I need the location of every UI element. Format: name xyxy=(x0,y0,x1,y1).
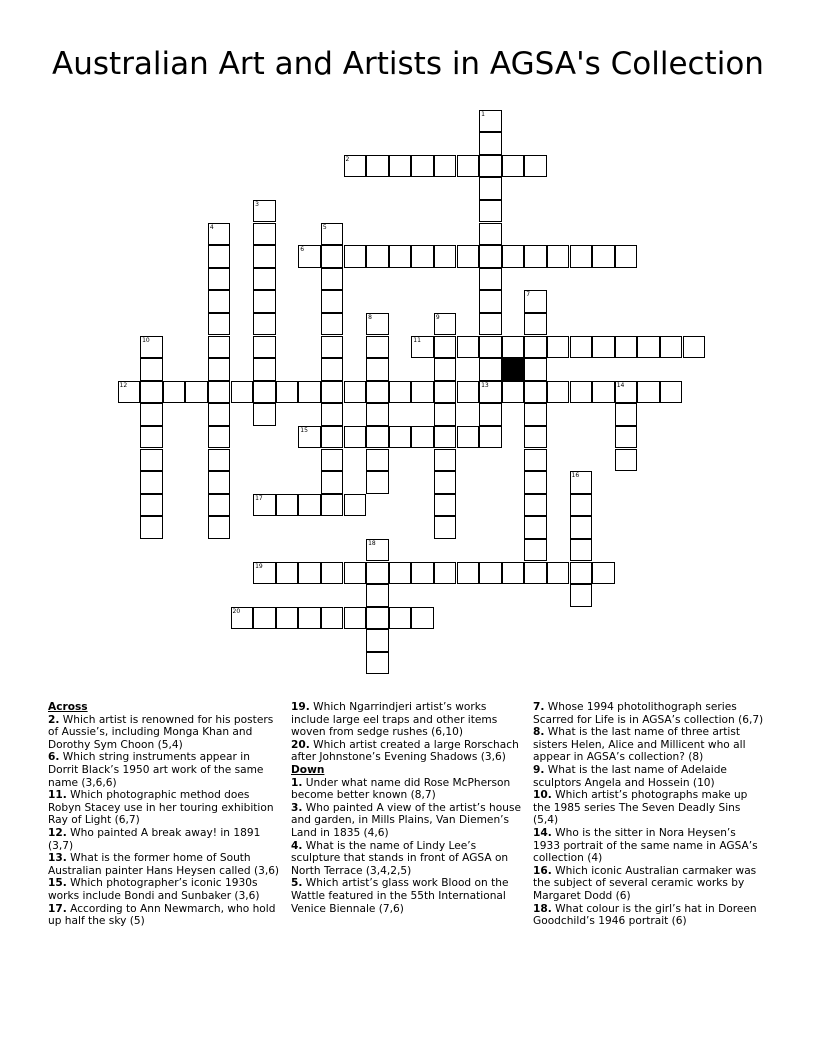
grid-cell[interactable] xyxy=(524,539,547,562)
grid-cell[interactable] xyxy=(411,562,434,585)
grid-cell[interactable] xyxy=(434,449,457,472)
grid-cell[interactable] xyxy=(389,155,412,178)
grid-cell[interactable] xyxy=(434,381,457,404)
clue-number: 11 xyxy=(413,336,421,344)
black-square xyxy=(502,358,525,381)
clue-down-5: 5. Which artist’s glass work Blood on the Wattle featured in the 55th International Venice Biennale (7,6) xyxy=(291,877,509,915)
grid-cell[interactable] xyxy=(411,336,434,359)
clue-down-18: 18. What colour is the girl’s hat in Doreen Goodchild’s 1946 portrait (6) xyxy=(533,902,757,928)
grid-cell[interactable] xyxy=(366,539,389,562)
grid-cell[interactable] xyxy=(570,562,593,585)
clue-number: 5 xyxy=(322,223,327,231)
grid-cell[interactable] xyxy=(479,268,502,291)
grid-cell[interactable] xyxy=(502,155,525,178)
grid-cell[interactable] xyxy=(434,494,457,517)
grid-cell[interactable] xyxy=(140,358,163,381)
grid-cell[interactable] xyxy=(479,313,502,336)
clue-number: 10 xyxy=(142,336,150,344)
clue-down-3: 3. Who painted A view of the artist’s house and garden, in Mills Plains, Van Diemen’s Land in 1835 (4,6) xyxy=(291,801,521,839)
grid-cell[interactable] xyxy=(321,313,344,336)
grid-cell[interactable] xyxy=(524,562,547,585)
grid-cell[interactable] xyxy=(457,426,480,449)
grid-cell[interactable] xyxy=(547,381,570,404)
grid-cell[interactable] xyxy=(208,516,231,539)
clue-across-15: 15. Which photographer’s iconic 1930s works include Bondi and Sunbaker (3,6) xyxy=(48,877,260,902)
grid-cell[interactable] xyxy=(140,426,163,449)
grid-cell[interactable] xyxy=(434,245,457,268)
grid-cell[interactable] xyxy=(208,403,231,426)
grid-cell[interactable] xyxy=(366,629,389,652)
grid-cell[interactable] xyxy=(208,494,231,517)
grid-cell[interactable] xyxy=(321,449,344,472)
clue-number: 19 xyxy=(255,562,263,570)
grid-cell[interactable] xyxy=(389,562,412,585)
grid-cell[interactable] xyxy=(434,358,457,381)
grid-cell[interactable] xyxy=(185,381,208,404)
clue-column-3 xyxy=(533,701,765,928)
grid-cell[interactable] xyxy=(344,381,367,404)
grid-cell[interactable] xyxy=(524,471,547,494)
grid-cell[interactable] xyxy=(660,381,683,404)
grid-cell[interactable] xyxy=(411,381,434,404)
grid-cell[interactable] xyxy=(615,336,638,359)
grid-cell[interactable] xyxy=(660,336,683,359)
grid-cell[interactable] xyxy=(118,381,141,404)
clue-across-11: 11. Which photographic method does Robyn Stacey use in her touring exhibition Ray of Light (6,7) xyxy=(48,789,274,827)
grid-cell[interactable] xyxy=(208,245,231,268)
clue-number: 6 xyxy=(300,246,305,254)
grid-cell[interactable] xyxy=(366,336,389,359)
grid-cell[interactable] xyxy=(479,155,502,178)
grid-cell[interactable] xyxy=(298,381,321,404)
grid-cell[interactable] xyxy=(547,245,570,268)
grid-cell[interactable] xyxy=(389,245,412,268)
grid-cell[interactable] xyxy=(570,584,593,607)
clue-across-20: 20. Which artist created a large Rorschach after Johnstone’s Evening Shadows (3,6) xyxy=(291,738,519,764)
grid-cell[interactable] xyxy=(434,155,457,178)
grid-cell[interactable] xyxy=(592,245,615,268)
grid-cell[interactable] xyxy=(208,381,231,404)
clue-number: 2 xyxy=(345,155,350,163)
grid-cell[interactable] xyxy=(276,562,299,585)
grid-cell[interactable] xyxy=(140,494,163,517)
grid-cell[interactable] xyxy=(615,381,638,404)
grid-cell[interactable] xyxy=(366,652,389,675)
grid-cell[interactable] xyxy=(434,471,457,494)
grid-cell[interactable] xyxy=(253,336,276,359)
clue-down-7: 7. Whose 1994 photolithograph series Scarred for Life is in AGSA’s collection (6,7) xyxy=(533,701,764,726)
clue-down-8: 8. What is the last name of three artist sisters Helen, Alice and Millicent who all appear in AGSA’s collection? (8) xyxy=(533,726,746,764)
grid-cell[interactable] xyxy=(389,426,412,449)
grid-cell[interactable] xyxy=(434,516,457,539)
grid-cell[interactable] xyxy=(253,290,276,313)
grid-cell[interactable] xyxy=(321,562,344,585)
grid-cell[interactable] xyxy=(366,245,389,268)
grid-cell[interactable] xyxy=(366,313,389,336)
grid-cell[interactable] xyxy=(321,607,344,630)
grid-cell[interactable] xyxy=(615,426,638,449)
grid-cell[interactable] xyxy=(366,607,389,630)
clue-across-19: 19. Which Ngarrindjeri artist’s works include large eel traps and other items woven from sedge rushes (6,10) xyxy=(291,701,498,739)
grid-cell[interactable] xyxy=(253,358,276,381)
grid-cell[interactable] xyxy=(570,471,593,494)
clue-number: 12 xyxy=(119,381,128,389)
grid-cell[interactable] xyxy=(140,449,163,472)
clue-number: 20 xyxy=(232,607,241,615)
grid-cell[interactable] xyxy=(434,336,457,359)
grid-cell[interactable] xyxy=(298,494,321,517)
clue-number: 7 xyxy=(526,291,531,299)
grid-cell[interactable] xyxy=(276,381,299,404)
grid-cell[interactable] xyxy=(208,358,231,381)
grid-cell[interactable] xyxy=(140,403,163,426)
grid-cell[interactable] xyxy=(570,381,593,404)
grid-cell[interactable] xyxy=(231,381,254,404)
grid-cell[interactable] xyxy=(208,223,231,246)
clue-number: 14 xyxy=(616,381,625,389)
grid-cell[interactable] xyxy=(389,381,412,404)
grid-cell[interactable] xyxy=(366,358,389,381)
grid-cell[interactable] xyxy=(140,381,163,404)
grid-cell[interactable] xyxy=(637,336,660,359)
grid-cell[interactable] xyxy=(321,381,344,404)
grid-cell[interactable] xyxy=(524,516,547,539)
grid-cell[interactable] xyxy=(208,268,231,291)
grid-cell[interactable] xyxy=(615,403,638,426)
grid-cell[interactable] xyxy=(615,245,638,268)
grid-cell[interactable] xyxy=(524,381,547,404)
grid-cell[interactable] xyxy=(253,607,276,630)
grid-cell[interactable] xyxy=(344,562,367,585)
grid-cell[interactable] xyxy=(253,403,276,426)
grid-cell[interactable] xyxy=(502,381,525,404)
grid-cell[interactable] xyxy=(479,562,502,585)
grid-cell[interactable] xyxy=(411,245,434,268)
clue-number: 13 xyxy=(481,381,489,389)
grid-cell[interactable] xyxy=(321,358,344,381)
grid-cell[interactable] xyxy=(208,471,231,494)
grid-cell[interactable] xyxy=(411,426,434,449)
clue-column-1 xyxy=(48,701,280,928)
grid-cell[interactable] xyxy=(208,290,231,313)
grid-cell[interactable] xyxy=(457,155,480,178)
grid-cell[interactable] xyxy=(524,358,547,381)
grid-cell[interactable] xyxy=(253,313,276,336)
grid-cell[interactable] xyxy=(683,336,706,359)
grid-cell[interactable] xyxy=(389,607,412,630)
clue-down-9: 9. What is the last name of Adelaide sculptors Angela and Hossein (10) xyxy=(533,763,727,789)
grid-cell[interactable] xyxy=(411,607,434,630)
grid-cell[interactable] xyxy=(366,381,389,404)
grid-cell[interactable] xyxy=(344,607,367,630)
grid-cell[interactable] xyxy=(524,426,547,449)
grid-cell[interactable] xyxy=(570,245,593,268)
grid-cell[interactable] xyxy=(253,223,276,246)
puzzle-title: Australian Art and Artists in AGSA's Collection xyxy=(52,46,764,82)
grid-cell[interactable] xyxy=(344,155,367,178)
grid-cell[interactable] xyxy=(479,200,502,223)
grid-cell[interactable] xyxy=(253,494,276,517)
grid-cell[interactable] xyxy=(366,426,389,449)
clue-number: 8 xyxy=(368,313,372,321)
clue-down-10: 10. Which artist’s photographs make up the 1985 series The Seven Deadly Sins (5,4) xyxy=(533,789,748,827)
grid-cell[interactable] xyxy=(524,155,547,178)
grid-cell[interactable] xyxy=(208,336,231,359)
grid-cell[interactable] xyxy=(479,290,502,313)
grid-cell[interactable] xyxy=(434,426,457,449)
grid-cell[interactable] xyxy=(524,313,547,336)
grid-cell[interactable] xyxy=(457,562,480,585)
grid-cell[interactable] xyxy=(479,110,502,133)
clue-number: 18 xyxy=(368,539,376,547)
grid-cell[interactable] xyxy=(570,539,593,562)
grid-cell[interactable] xyxy=(434,562,457,585)
grid-cell[interactable] xyxy=(570,494,593,517)
grid-cell[interactable] xyxy=(524,336,547,359)
grid-cell[interactable] xyxy=(524,403,547,426)
grid-cell[interactable] xyxy=(592,381,615,404)
grid-cell[interactable] xyxy=(366,562,389,585)
grid-cell[interactable] xyxy=(140,516,163,539)
grid-cell[interactable] xyxy=(321,223,344,246)
grid-cell[interactable] xyxy=(253,562,276,585)
clue-down-14: 14. Who is the sitter in Nora Heysen’s 1933 portrait of the same name in AGSA’s collection (4) xyxy=(533,826,758,865)
grid-cell[interactable] xyxy=(366,471,389,494)
grid-cell[interactable] xyxy=(253,200,276,223)
grid-cell[interactable] xyxy=(231,607,254,630)
clue-across-12: 12. Who painted A break away! in 1891 (3,7) xyxy=(48,826,261,852)
grid-cell[interactable] xyxy=(253,381,276,404)
grid-cell[interactable] xyxy=(637,381,660,404)
grid-cell[interactable] xyxy=(366,584,389,607)
clue-column-2 xyxy=(291,701,523,915)
clue-across-2: 2. Which artist is renowned for his posters of Aussie’s, including Monga Khan and Dorothy Sym Choon (5,4) xyxy=(48,713,274,751)
grid-cell[interactable] xyxy=(298,607,321,630)
grid-cell[interactable] xyxy=(366,449,389,472)
grid-cell[interactable] xyxy=(547,562,570,585)
grid-cell[interactable] xyxy=(298,562,321,585)
grid-cell[interactable] xyxy=(592,562,615,585)
grid-cell[interactable] xyxy=(208,313,231,336)
grid-cell[interactable] xyxy=(366,403,389,426)
grid-cell[interactable] xyxy=(321,245,344,268)
grid-cell[interactable] xyxy=(321,336,344,359)
grid-cell[interactable] xyxy=(457,336,480,359)
clue-number: 17 xyxy=(255,494,263,502)
grid-cell[interactable] xyxy=(479,403,502,426)
grid-cell[interactable] xyxy=(321,268,344,291)
clue-across-13: 13. What is the former home of South Australian painter Hans Heysen called (3,6) xyxy=(48,852,280,877)
grid-cell[interactable] xyxy=(321,426,344,449)
grid-cell[interactable] xyxy=(524,494,547,517)
grid-cell[interactable] xyxy=(434,403,457,426)
clue-number: 9 xyxy=(435,313,440,321)
grid-cell[interactable] xyxy=(344,245,367,268)
clue-down-16: 16. Which iconic Australian carmaker was the subject of several ceramic works by Margaret Dodd (6) xyxy=(533,864,757,902)
clue-number: 1 xyxy=(481,110,485,118)
grid-cell[interactable] xyxy=(457,245,480,268)
grid-cell[interactable] xyxy=(524,449,547,472)
grid-cell[interactable] xyxy=(276,494,299,517)
grid-cell[interactable] xyxy=(479,381,502,404)
grid-cell[interactable] xyxy=(321,494,344,517)
clue-across-17: 17. According to Ann Newmarch, who hold up half the sky (5) xyxy=(48,902,276,928)
grid-cell[interactable] xyxy=(524,290,547,313)
clue-down-4: 4. What is the name of Lindy Lee’s sculpture that stands in front of AGSA on North Terrace (3,4,2,5) xyxy=(291,839,509,877)
grid-cell[interactable] xyxy=(321,403,344,426)
grid-cell[interactable] xyxy=(570,336,593,359)
grid-cell[interactable] xyxy=(208,426,231,449)
grid-cell[interactable] xyxy=(547,336,570,359)
grid-cell[interactable] xyxy=(344,426,367,449)
grid-cell[interactable] xyxy=(321,290,344,313)
grid-cell[interactable] xyxy=(434,313,457,336)
clue-down-1: 1. Under what name did Rose McPherson become better known (8,7) xyxy=(291,776,511,802)
grid-cell[interactable] xyxy=(140,336,163,359)
grid-cell[interactable] xyxy=(344,494,367,517)
grid-cell[interactable] xyxy=(208,449,231,472)
grid-cell[interactable] xyxy=(479,426,502,449)
grid-cell[interactable] xyxy=(479,132,502,155)
down-heading: Down xyxy=(291,763,325,776)
grid-cell[interactable] xyxy=(502,336,525,359)
grid-cell[interactable] xyxy=(479,177,502,200)
grid-cell[interactable] xyxy=(479,358,502,381)
grid-cell[interactable] xyxy=(457,381,480,404)
grid-cell[interactable] xyxy=(479,245,502,268)
grid-cell[interactable] xyxy=(592,336,615,359)
clue-number: 4 xyxy=(209,223,214,231)
grid-cell[interactable] xyxy=(411,155,434,178)
grid-cell[interactable] xyxy=(479,223,502,246)
grid-cell[interactable] xyxy=(253,268,276,291)
grid-cell[interactable] xyxy=(502,562,525,585)
grid-cell[interactable] xyxy=(570,516,593,539)
clue-across-6: 6. Which string instruments appear in Dorrit Black’s 1950 art work of the same name (3,6,6) xyxy=(48,751,264,789)
grid-cell[interactable] xyxy=(479,336,502,359)
grid-cell[interactable] xyxy=(253,245,276,268)
across-heading: Across xyxy=(48,701,88,713)
grid-cell[interactable] xyxy=(366,155,389,178)
clue-number: 15 xyxy=(300,426,308,434)
grid-cell[interactable] xyxy=(163,381,186,404)
grid-cell[interactable] xyxy=(321,471,344,494)
clue-number: 16 xyxy=(571,472,580,480)
grid-cell[interactable] xyxy=(524,245,547,268)
grid-cell[interactable] xyxy=(140,471,163,494)
grid-cell[interactable] xyxy=(298,426,321,449)
clue-number: 3 xyxy=(255,200,259,208)
grid-cell[interactable] xyxy=(615,449,638,472)
grid-cell[interactable] xyxy=(298,245,321,268)
grid-cell[interactable] xyxy=(502,245,525,268)
grid-cell[interactable] xyxy=(276,607,299,630)
